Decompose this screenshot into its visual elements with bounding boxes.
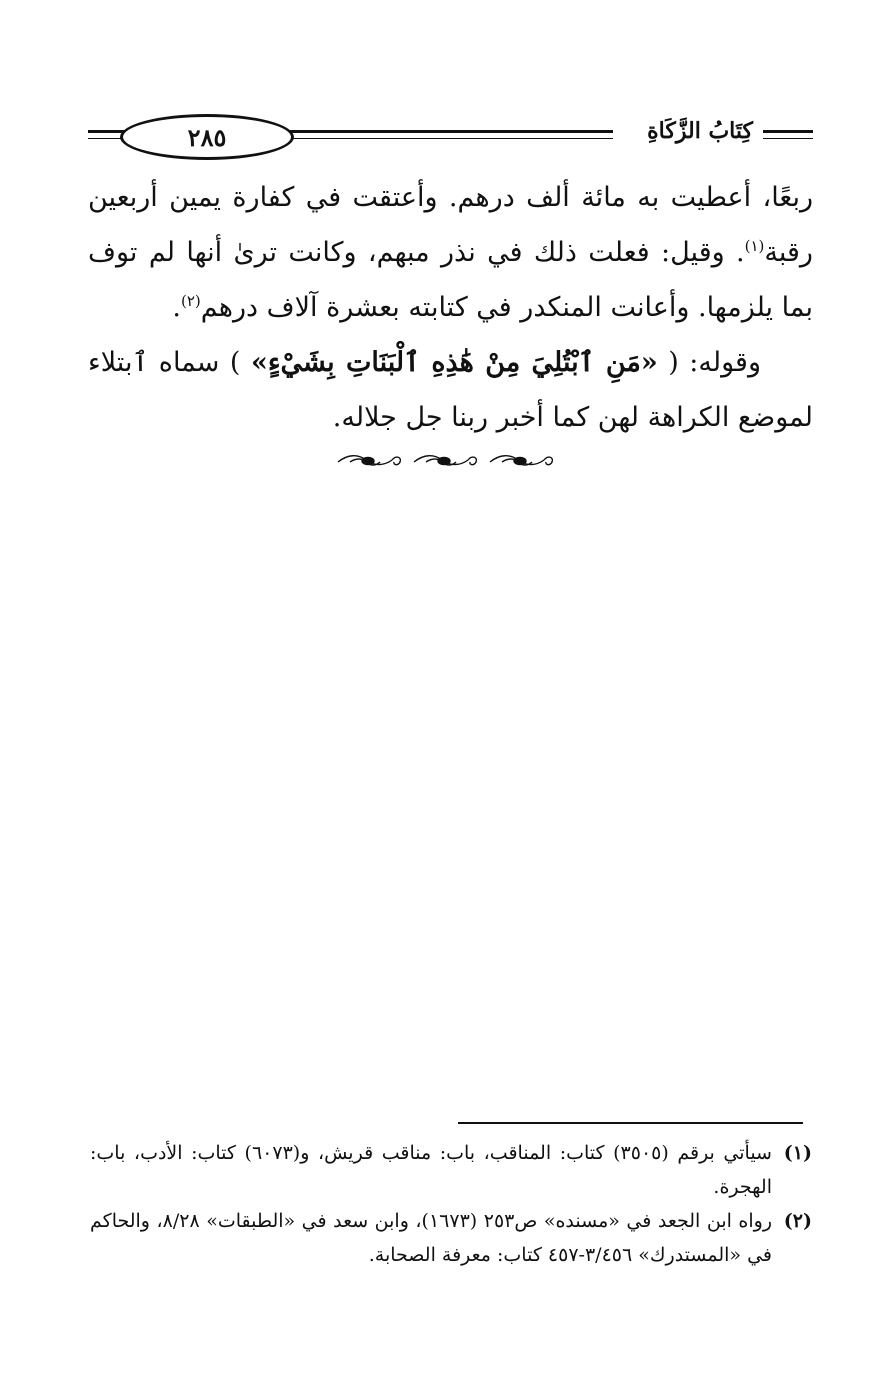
footnote-text: سيأتي برقم (٣٥٠٥) كتاب: المناقب، باب: مناقب قريش، و(٦٠٧٣) كتاب: الأدب، باب: الهجرة. <box>90 1142 772 1198</box>
running-header <box>88 108 813 162</box>
header-rule-main <box>283 130 613 133</box>
ornament-divider-icon <box>330 446 560 476</box>
para-2-rest: ) سماه ٱبتلاء لموضع الكراهة لهن كما أخبر ربنا جل جلاله. <box>88 347 813 433</box>
page-number: ٢٨٥ <box>187 122 227 152</box>
hadith-quote: «مَنِ ٱبْتُلِيَ مِنْ هَٰذِهِ ٱلْبَنَاتِ بِشَيْءٍ» <box>250 347 658 378</box>
paragraph-1 <box>88 170 813 335</box>
chapter-title: كِتَابُ الزَّكَاةِ <box>647 118 753 144</box>
paragraph-2 <box>88 335 813 445</box>
footnote-ref-1[interactable]: (١) <box>744 237 765 255</box>
footnote-2 <box>90 1204 812 1272</box>
footnote-separator <box>458 1122 803 1124</box>
footnote-number: (٢) <box>783 1210 812 1232</box>
line-1-text: ربعًا، أعطيت به مائة ألف درهم. وأعتقت في كفارة يمين أربعين رقبة <box>88 182 813 268</box>
line-3-end: . <box>172 292 181 323</box>
page-number-badge <box>120 114 294 160</box>
footnote-1 <box>90 1136 812 1204</box>
footnotes <box>90 1136 812 1272</box>
main-text <box>88 170 813 445</box>
line-3-text: وأعانت المنكدر في كتابته بعشرة آلاف درهم <box>200 292 690 323</box>
header-rule-right <box>763 130 813 133</box>
header-rule-main-thin <box>283 138 613 139</box>
line-2-text: وقيل: فعلت ذلك في نذر مبهم، وكانت ترىٰ أنها لم توف بما يلزمها. <box>88 237 813 323</box>
header-rule-right-thin <box>763 138 813 139</box>
line-1-end: . <box>736 237 745 268</box>
footnote-text: رواه ابن الجعد في «مسنده» ص٢٥٣ (١٦٧٣)، وابن سعد في «الطبقات» ٨/٢٨، والحاكم في «المستدرك» ٣/٤٥٦-٤٥٧ كتاب: معرفة الصحابة. <box>90 1210 772 1266</box>
footnote-ref-2[interactable]: (٢) <box>180 292 201 310</box>
para-2-start: وقوله: ( <box>657 347 761 378</box>
footnote-number: (١) <box>783 1142 812 1164</box>
